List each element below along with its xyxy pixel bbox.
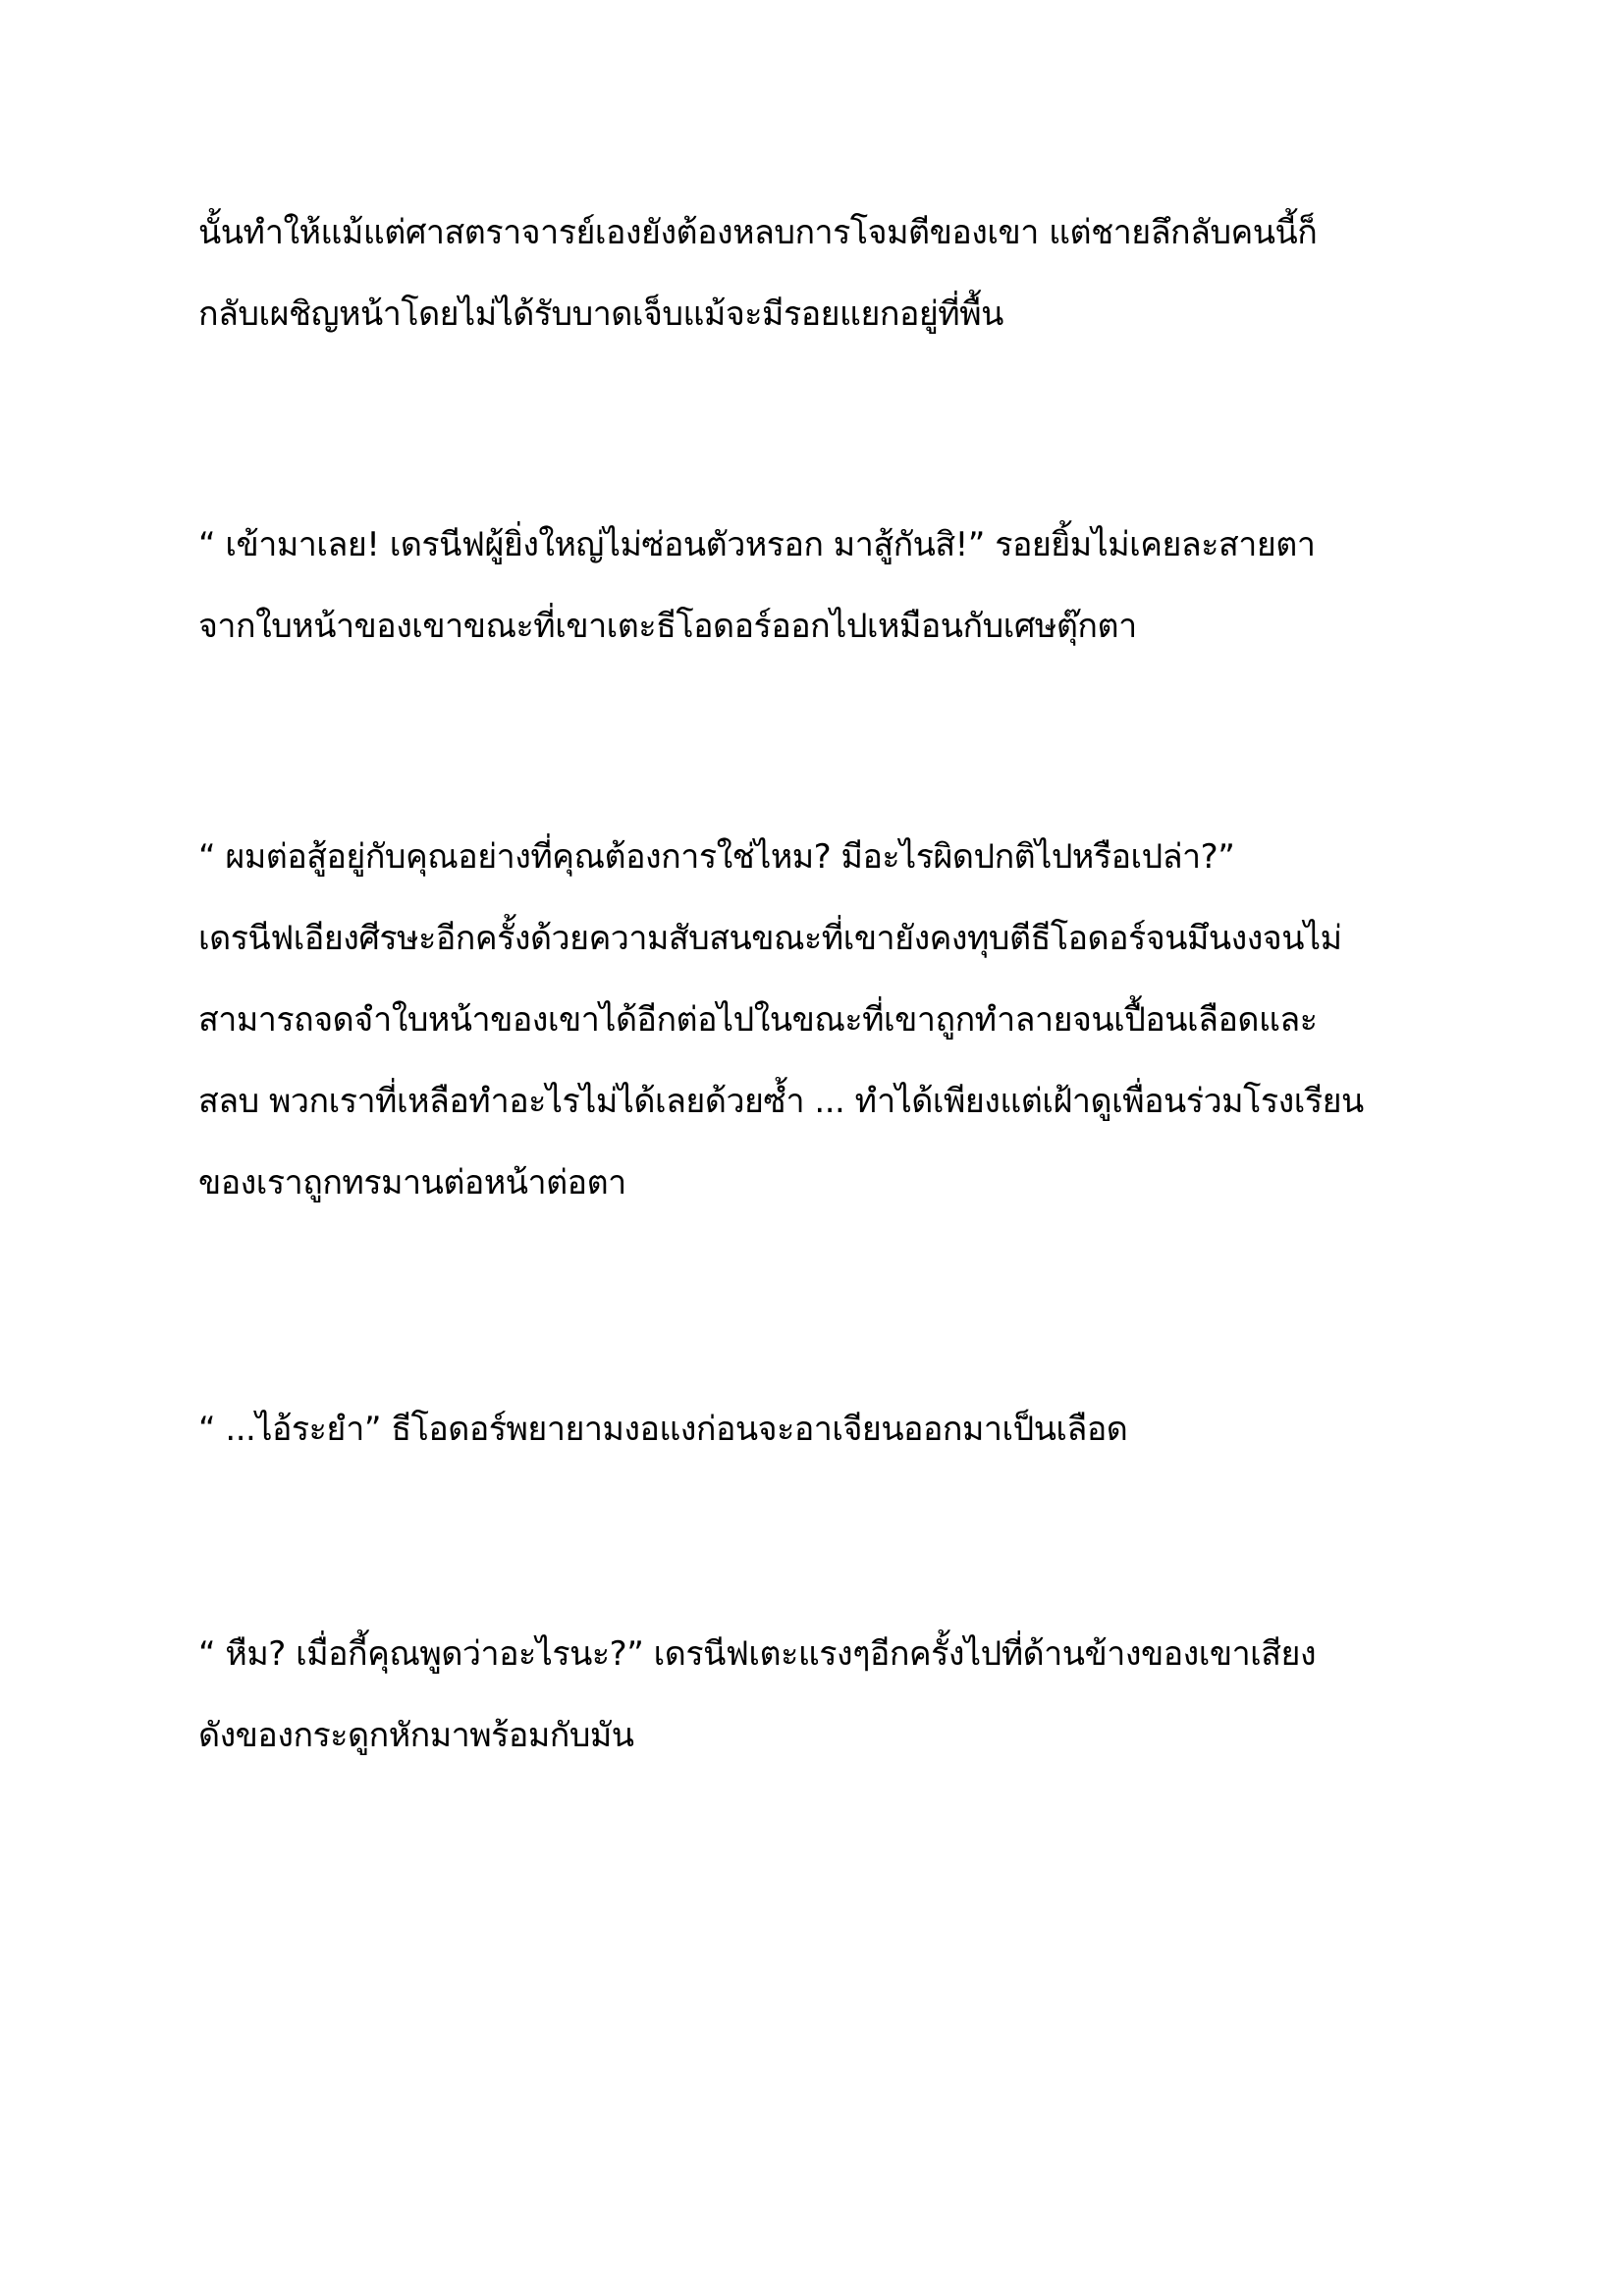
text-line: นั้นทำให้แม้แต่ศาสตราจารย์เองยังต้องหลบการโจมตีของเขา แต่ชายลึกลับคนนี้ก็ — [198, 213, 1318, 252]
paragraph-2 — [198, 505, 1435, 667]
text-line: สลบ พวกเราที่เหลือทำอะไรไม่ได้เลยด้วยซ้ำ ... ทำได้เพียงแต่เฝ้าดูเพื่อนร่วมโรงเรียน — [198, 1082, 1364, 1121]
text-line: “ หืม? เมื่อกี้คุณพูดว่าอะไรนะ?” เดรนีฟเตะแรงๆอีกครั้งไปที่ด้านข้างของเขาเสียง — [198, 1634, 1317, 1674]
text-line: เดรนีฟเอียงศีรษะอีกครั้งด้วยความสับสนขณะที่เขายังคงทุบตีธีโอดอร์จนมึนงงจนไม่ — [198, 919, 1342, 958]
text-line: “ ผมต่อสู้อยู่กับคุณอย่างที่คุณต้องการใช่ไหม? มีอะไรผิดปกติไปหรือเปล่า?” — [198, 837, 1235, 877]
paragraph-1 — [198, 192, 1435, 355]
paragraph-3 — [198, 817, 1435, 1224]
text-line: “ เข้ามาเลย! เดรนีฟผู้ยิ่งใหญ่ไม่ซ่อนตัวหรอก มาสู้กันสิ!” รอยยิ้มไม่เคยละสายตา — [198, 525, 1316, 564]
text-line: สามารถจดจำใบหน้าของเขาได้อีกต่อไปในขณะที่เขาถูกทำลายจนเปื้อนเลือดและ — [198, 1000, 1318, 1040]
paragraph-4 — [198, 1389, 1435, 1470]
text-line: จากใบหน้าของเขาขณะที่เขาเตะธีโอดอร์ออกไปเหมือนกับเศษตุ๊กตา — [198, 607, 1137, 646]
text-line: กลับเผชิญหน้าโดยไม่ได้รับบาดเจ็บแม้จะมีรอยแยกอยู่ที่พื้น — [198, 294, 1003, 334]
text-line: “ ...ไอ้ระยำ” ธีโอดอร์พยายามงอแงก่อนจะอาเจียนออกมาเป็นเลือด — [198, 1410, 1128, 1449]
text-line: ของเราถูกทรมานต่อหน้าต่อตา — [198, 1163, 626, 1202]
paragraph-5 — [198, 1614, 1435, 1777]
text-line: ดังของกระดูกหักมาพร้อมกับมัน — [198, 1716, 634, 1755]
